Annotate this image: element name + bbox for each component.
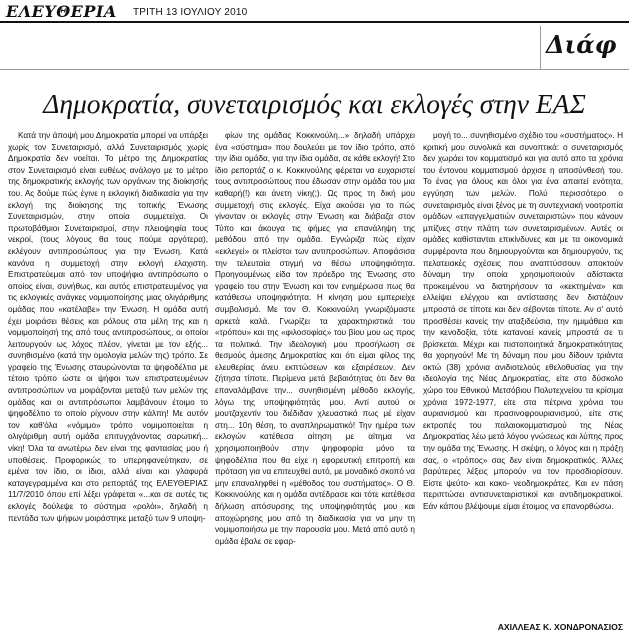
author-byline: ΑΧΙΛΛΕΑΣ Κ. ΧΟΝΔΡΟΝΑΣΙΟΣ: [497, 622, 623, 632]
newspaper-name: ΕΛΕΥΘΕΡΙΑ: [6, 2, 117, 21]
masthead-rule: [0, 21, 629, 23]
column-1-text: Κατά την άποψή μου Δημοκρατία μπορεί να υπάρξει χωρίς τον Συνεταιρισμό, αλλά Συνεταιρισμός χωρίς Δημοκρατία δεν νοείται. Το μέτρο της Δημοκρατίας στον Συνεταιρισμό είναι ευθέως ανάλογο με το μέτρο της δημοκρατικής εκλογής των οργάνων της διοίκησής του. Ας δούμε πώς έγινε η εκλογική διαδικασία για την εκλογή της διοίκησης της τοπικής Ένωσης Συνεταιρισμών, στην οποία συμμετείχα. Οι πρωτοβάθμιοι Συνεταιρισμοί, στην πλειοψηφία τους νεκροί, (τους λόγους θα τους πούμε αργότερα), εκλέγουν αντιπροσώπους για την Ένωση. Κατά κανόνα η συμμετοχή στην εκλογή ελαχιστη. Επιστρατεύεμαι από τον υποψήφιο αντιπρόσωπο ο οποίος είναι, συνήθως, και αυτός επιστρατευμένος για τις εκλογικές ανάγκες νομιμοποίησης μιας ολιγάριθμης ομάδας που «κατέλαβε» την Ένωση. Η ομάδα αυτή έχει μοιράσει θέσεις και ρόλους στα μέλη της και η νομιμοποίησή της από τους αντιπροσώπους, οι οποίοι λειτουργούν ως λόχος πλέον, γίνεται με τον εξής... συνηθισμένο (κατά την ομολογία μελών της) τρόπο. Σε γραφείο της Ένωσης σταυρώνονται τα ψηφοδέλτια με τέτοιο τρόπο ώστε οι ψήφοι των επιστρατευμένων αντιπροσώπων να μοιράζονται μεταξύ των μελών της ομάδας και οι αντιπρόσωποι λαμβάνουν έτοιμο το ψηφοδέλτιο το οποίο ρίχνουν στην κάλπη! Με αυτόν τον καθ'όλα «νόμιμο» τρόπο νομιμοποιείται η ολιγάριθμη αυτή ομάδα επιτυγχάνοντας σαρωτική... νίκη! Όλα τα ανωτέρω δεν είναι της φαντασίας μου ή υποθέσεις. Προφορικώς το υπερηφανεύτηκαν, σε εμένα τον ίδιο, οι ίδιοι, αλλά είναι και γλαφυρά καταγεγραμμένα και στο ρεπορτάζ της ΕΛΕΥΘΕΡΙΑΣ 11/7/2010 όπου επί λέξει γράφεται «...και σε αυτές τις εκλογές δούλεψε το σύστημα «ρολόι», δηλαδή η πεντάδα των ψήφων μοιράστηκε μεταξύ των 9 υποψη-: [8, 131, 208, 523]
column-3-text: μογή το... συνηθισμένο σχέδιο του «συστήματος». Η κριτική μου συνολικά και συνοπτικά: ο συνεταιρισμός δεν χωράει τον κομματισμό και για αυτό απο τα χρόνια του έντονου κομματισμού άρχισε η αποσύνθεσή του. Το ένας για όλους και όλοι για ένα απαιτεί ενότητα, εγγύηση των μελών. Πολύ περισσότερο ο συνεταιρισμός είναι ξένος με τη συντεχνιακή νοοτροπία ομάδων «επαγγελματιών συνεταιριστών» που κάνουν μπίζνες στην πλάτη των συνεταιρισμένων. Αυτές οι ομάδες καθίστανται επικίνδυνες και με τα οικονομικά συμφέροντα που δημιουργούνται και δημιουργούν, τις πελατειακές σχέσεις που αναπτύσσουν αποκτούν δύναμη την οποία χρησιμοποιούν αδίστακτα προκειμένου να διατηρήσουν τα «κεκτημένα» και ελλείψει ελέγχου και αντίστασης δεν διστάζουν μπροστά σε τίποτε και δεν σέβονται τίποτε. Αν σ' αυτό προσθέσει κανείς την αταξιδεύσια, την ημιμάθεια και την κενοδοξία, τότε κατανοεί κανείς μπροστά σε τι βρίσκεται. Μέχρι και πιστοποιητικά δημοκρατικότητας θα χορηγούν! Με τη δύναμη που μου δίδουν τριάντα οκτώ (38) χρόνια ανιδιοτελούς εθελοθυσίας για την ιδεολογία της Νέας Δημοκρατίας, είτε στο δύσκολο χώρο του Εθνικού Μετσόβιου Πολυτεχνείου τα κρίσιμα χρόνια 1972-1977, είτε στα πέτρινα χρόνια του αυριανισμού και πρασινοφρουριανισμού, είτε στις εκτροπές του παλαιοκομματισμού της Νέας Δημοκρατίας λέω μετά λόγου γνώσεως και λύπης προς την ομάδα της Ένωσης. Η σκέψη, ο λόγος και η πράξη σας, ο «τρόπος» σας δεν είναι δημοκρατικός. Άλλες βαρύτερες λέξεις μπορούν να τον προσδιορίσουν. Είστε ψεύτο- και κακο- νεοδημοκράτες. Και εν πάση περιπτώσει αντισυνεταιριστικοί και αντιδημοκρατικοί. Εάν κάπου βλέψουμε είμαι έτοιμος να επανορθώσω.: [423, 131, 623, 511]
masthead: [0, 0, 629, 22]
section-label: Διάφ: [546, 30, 617, 59]
column-2-text: φίων της ομάδας Κοκκινούλη...» δηλαδή υπάρχει ένα «σύστημα» που δουλεύει με τον ίδιο τρόπο, από την ίδια ομάδα, για την ίδια ομάδα, σε κάθε εκλογή! Στο ίδιο ρεπορτάζ ο κ. Κοκκινούλης φέρεται να ευχαριστεί τους αντιπροσώπους που έδωσαν στην ομάδα του μια καθαρή(!) και άνετη νίκη(;). Ως προς τη δική μου συμμετοχή στις εκλογές. Είχα ακούσει για το πώς γίνονταν οι εκλογές στην Ένωση και διάβαζα στον Τύπο και άκουγα τις φήμες για επανάληψη της μεθόδου από την ομάδα. Εγνώριζα πώς είχαν «εκλεγεί» οι πλείστοι των αντιπροσώπων. Αποφάσισα την τελευταία στιγμή να θέσω υποψηφιότητα. Προηγουμένως είδα τον πρόεδρο της Ένωσης στο γραφείο του στην Ένωση και τον ενημέρωσα πως θα κατάθεσω υποψηφιότητα. Η κίνηση μου εμπεριείχε συμβολισμό. Με τον Θ. Κοκκινούλη γνωριζόμαστε αρκετά καλά. Γνωρίζει τα χαρακτηριστικά του «τρόπου» και της «φιλοσοφίας» του βίου μου ως προς τα πολιτικά. Την ιδεολογική μου προσήλωση σε θεσμούς άμεσης Δημοκρατίας και ότι είμαι φίλος της ελευθερίας άνευ εκπτώσεων και εξαιρέσεων. Δεν ζήτησα τίποτε. Περίμενα μετά βεβαιότητας ότι δεν θα επαναλάμβανε την... συνηθισμένη μέθοδο εκλογής, λόγω της υποψηφιότητάς μου. Αντί αυτού οι μουτζαχεντίν του διέδιδαν χλευαστικά πως μέ είχαν στη... 10η θέση, το αναπληρωματικό! Την ημέρα των εκλογών κατέθεσα αίτηση με αίτημα να χρησιμοποιηθούν στην ψηφοφορία μόνο τα ψηφοδέλτια που θα είχε η εφορευτική επιτροπή και πρόταση για να επιτευχθεί αυτό, με μοναδικό σκοπό να μην επαναληφθεί η «μέθοδος του συστήματος». Ο Θ. Κοκκινούλης και η ομάδα αντέδρασε και τότε κατέθεσα δήλωση απόσυρσης της υποψηφιότητάς μου και αποχώρησης μου από τη διαδικασία για να μην τη νομιμοποιήσω με την παρουσία μου. Μετά από αυτό η ομάδα έβαλε σε εφαρ-: [215, 131, 415, 546]
section-rule: [0, 69, 629, 70]
article-title: Δημοκρατία, συνεταιρισμός και εκλογές στην ΕΑΣ: [43, 88, 586, 119]
article-column-1: [8, 130, 208, 524]
article-column-3: [423, 130, 623, 513]
article-column-2: [215, 130, 415, 547]
issue-date: ΤΡΙΤΗ 13 ΙΟΥΛΙΟΥ 2010: [133, 7, 248, 18]
